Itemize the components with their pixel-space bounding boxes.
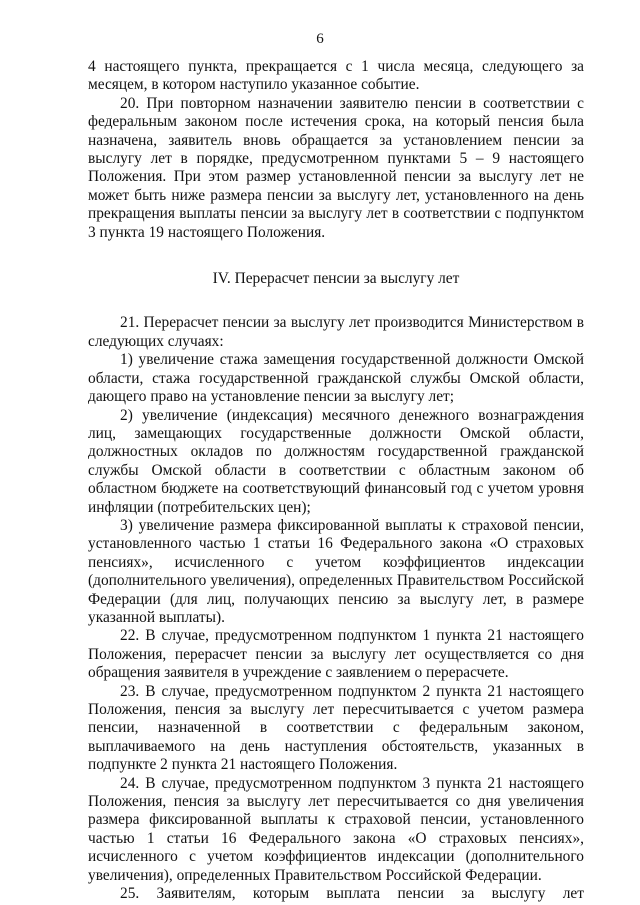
document-body (88, 58, 584, 903)
paragraph: 25. Заявителям, которым выплата пенсии за выслугу лет (120, 885, 584, 903)
paragraph: 24. В случае, предусмотренном подпунктом 3 пункта 21 настоящего Положения, пенсия за выслугу лет пересчитывается со дня увеличения размера фиксированной выплаты к страховой пенсии, установленного частью 1 статьи 16 Федерального закона «О страховых пенсиях», исчисленного с учетом коэффициентов индексации (дополнительного увеличения), определенных Правительством Российской Федерации. (88, 774, 584, 884)
paragraphs-after (88, 314, 584, 903)
paragraph: 1) увеличение стажа замещения государственной должности Омской области, стажа государственной гражданской службы Омской области, дающего право на установление пенсии за выслугу лет; (88, 351, 584, 406)
paragraph: 20. При повторном назначении заявителю пенсии в соответствии с федеральным законом после истечения срока, на который пенсия была назначена, заявитель вновь обращается за установлением пенсии за выслугу лет в порядке, предусмотренном пунктами 5 – 9 настоящего Положения. При этом размер установленной пенсии за выслугу лет не может быть ниже размера пенсии за выслугу лет, установленного на день прекращения выплаты пенсии за выслугу лет в соответствии с подпунктом 3 пункта 19 настоящего Положения. (88, 94, 584, 241)
paragraph: 3) увеличение размера фиксированной выплаты к страховой пенсии, установленного частью 1 статьи 16 Федерального закона «О страховых пенсиях», исчисленного с учетом коэффициентов индексации (дополнительного увеличения), определенных Правительством Российской Федерации (для лиц, получающих пенсию за выслугу лет, в размере указанной выплаты). (88, 516, 584, 626)
paragraph: 23. В случае, предусмотренном подпунктом 2 пункта 21 настоящего Положения, пенсия за выслугу лет пересчитывается с учетом размера пенсии, назначенной в соответствии с федеральным законом, выплачиваемого на день наступления обстоятельств, указанных в подпункте 2 пункта 21 настоящего Положения. (88, 682, 584, 774)
paragraph: 4 настоящего пункта, прекращается с 1 числа месяца, следующего за месяцем, в котором наступило указанное событие. (88, 58, 584, 94)
paragraph: 21. Перерасчет пенсии за выслугу лет производится Министерством в следующих случаях: (88, 314, 584, 350)
paragraph: 22. В случае, предусмотренном подпунктом 1 пункта 21 настоящего Положения, перерасчет пенсии за выслугу лет осуществляется со дня обращения заявителя в учреждение с заявлением о перерасчете. (88, 627, 584, 682)
page-number: 6 (316, 31, 324, 47)
paragraphs-before (88, 58, 584, 242)
paragraph: 2) увеличение (индексация) месячного денежного вознаграждения лиц, замещающих государственные должности Омской области, должностных окладов по должностям государственной гражданской службы Омской области в соответствии с областным законом об областном бюджете на соответствующий финансовый год с учетом уровня инфляции (потребительских цен); (88, 406, 584, 516)
section-heading: IV. Перерасчет пенсии за выслугу лет (212, 270, 460, 288)
